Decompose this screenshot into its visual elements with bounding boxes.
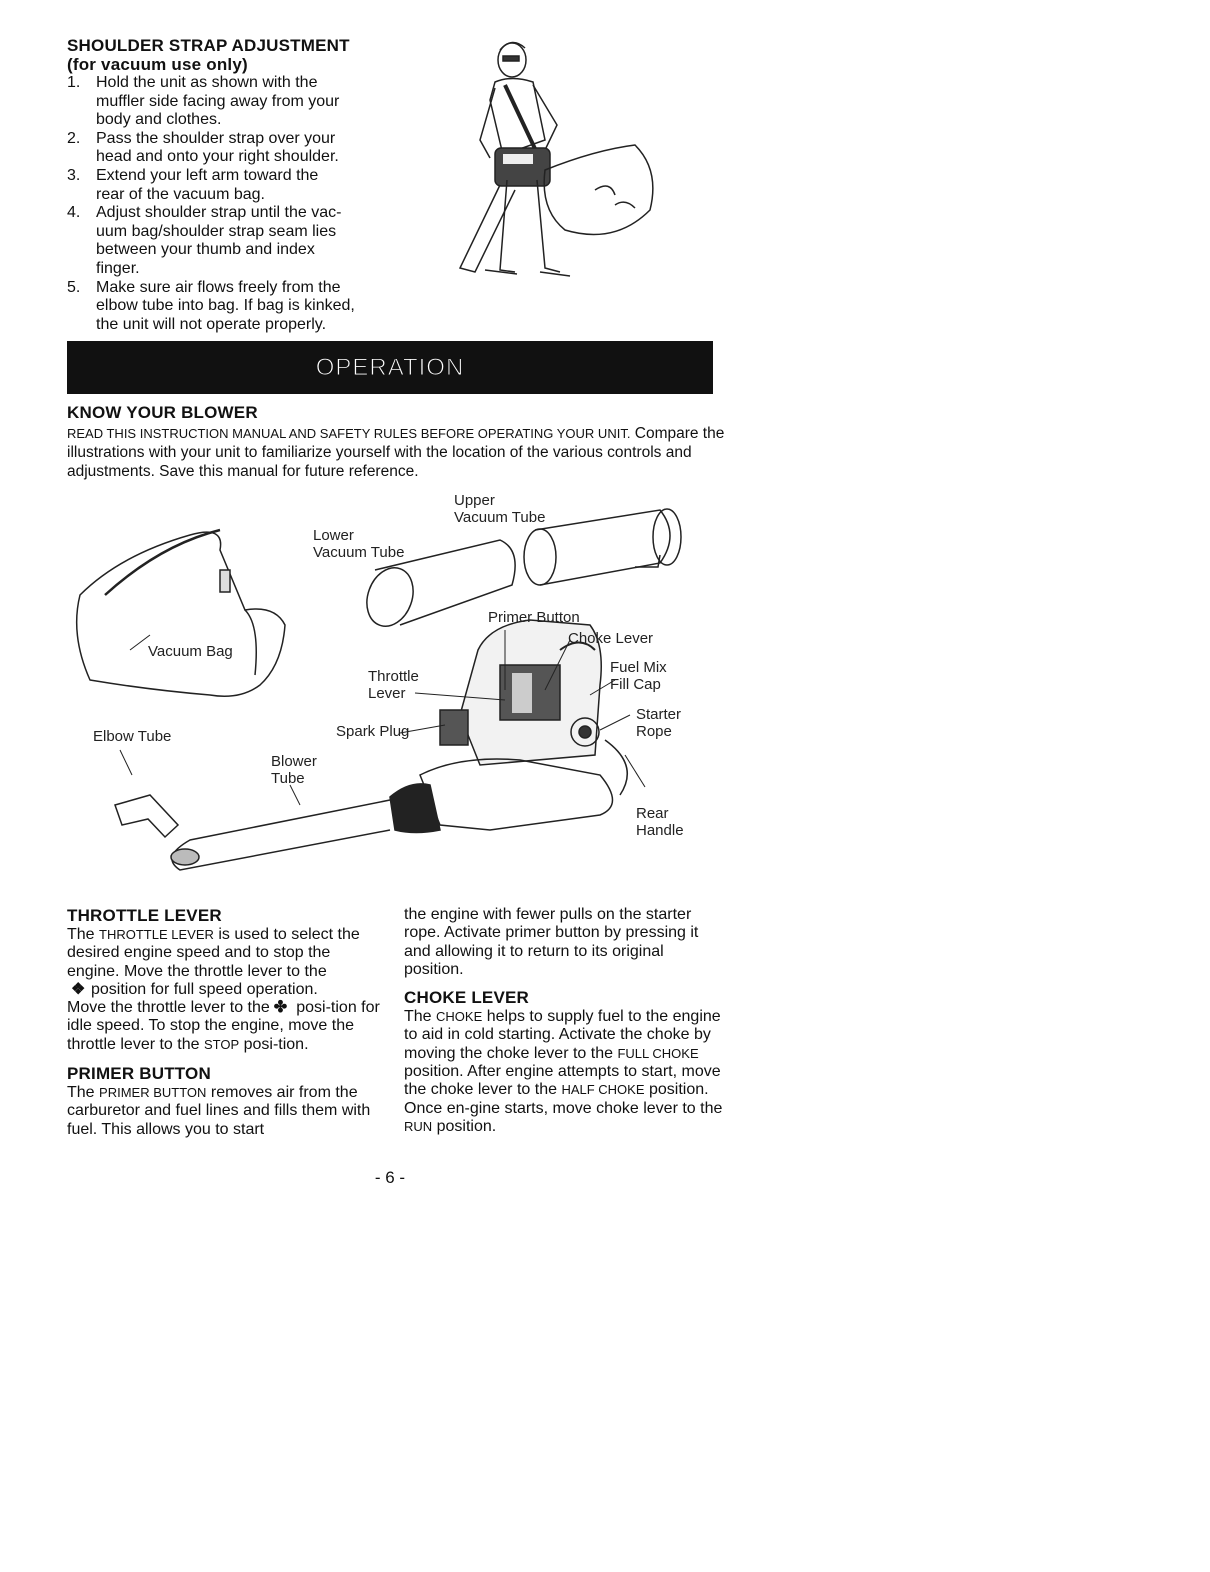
strap-subtitle: (for vacuum use only) [67,55,248,74]
label-spark-plug: Spark Plug [336,723,410,740]
label-throttle-lever: Throttle Lever [368,668,419,702]
know-intro: READ THIS INSTRUCTION MANUAL AND SAFETY RULES BEFORE OPERATING YOUR UNIT. Compare the illustrations with your unit to familiarize yourself with the location of the various controls and adjustments. Save this manual for future reference. [67,425,725,480]
strap-step: 3. Extend your left arm toward the rear of the vacuum bag. [67,166,319,203]
throttle-title: THROTTLE LEVER [67,906,222,925]
left-column [67,906,387,1139]
know-title: KNOW YOUR BLOWER [67,403,258,422]
choke-title: CHOKE LEVER [404,988,529,1008]
throttle-paragraph: The THROTTLE LEVER is used to select the desired engine speed and to stop the engine. Move the throttle lever to the ❖ position for full speed operation. Move the throttle lever to the ✤ posi-tion for idle speed. To stop the engine, move the throttle lever to the STOP posi-tion. [67,926,380,1053]
label-starter-rope: Starter Rope [636,706,682,740]
operation-banner [67,341,713,394]
know-your-blower-section [67,403,727,481]
strap-step: 4. Adjust shoulder strap until the vac- uum bag/shoulder strap seam lies between your thumb and index finger. [67,204,342,277]
choke-paragraph: The CHOKE helps to supply fuel to the engine to aid in cold starting. Activate the choke by moving the choke lever to the FULL CHOKE position. After engine attempts to start, move the choke lever to the HALF CHOKE position. Once en-gine starts, move choke lever to the RUN position. [404,1008,723,1135]
strap-step: 5. Make sure air flows freely from the elbow tube into bag. If bag is kinked, the unit will not operate properly. [67,278,355,333]
blower-parts-diagram [60,485,730,895]
page-number: - 6 - [374,1168,406,1187]
label-rear-handle: Rear Handle [636,805,684,839]
primer-paragraph-continued: the engine with fewer pulls on the starter rope. Activate primer button by pressing it and allowing it to return to its original position. [404,906,699,978]
right-column [404,906,724,1136]
primer-paragraph: The PRIMER BUTTON removes air from the carburetor and fuel lines and fills them with fuel. This allows you to start [67,1084,371,1138]
banner-title: OPERATION [315,353,465,381]
label-primer-button: Primer Button [488,609,580,626]
label-elbow-tube: Elbow Tube [93,728,172,745]
label-fuel-mix-fill-cap: Fuel Mix Fill Cap [610,659,667,693]
label-vacuum-bag: Vacuum Bag [148,643,233,660]
label-upper-vacuum-tube: Upper Vacuum Tube [454,492,546,526]
strap-step: 2. Pass the shoulder strap over your head and onto your right shoulder. [67,129,339,166]
person-with-vacuum-illustration [445,30,675,290]
turtle-icon: ✤ [273,999,288,1017]
shoulder-strap-section [67,36,397,334]
label-blower-tube: Blower Tube [271,753,317,787]
label-choke-lever: Choke Lever [568,630,654,647]
strap-step: 1. Hold the unit as shown with the muffler side facing away from your body and clothes. [67,74,340,129]
strap-title: SHOULDER STRAP ADJUSTMENT [67,36,350,55]
strap-steps [67,74,397,334]
label-lower-vacuum-tube: Lower Vacuum Tube [313,527,405,561]
rabbit-icon: ❖ [71,980,86,998]
primer-title: PRIMER BUTTON [67,1064,211,1084]
